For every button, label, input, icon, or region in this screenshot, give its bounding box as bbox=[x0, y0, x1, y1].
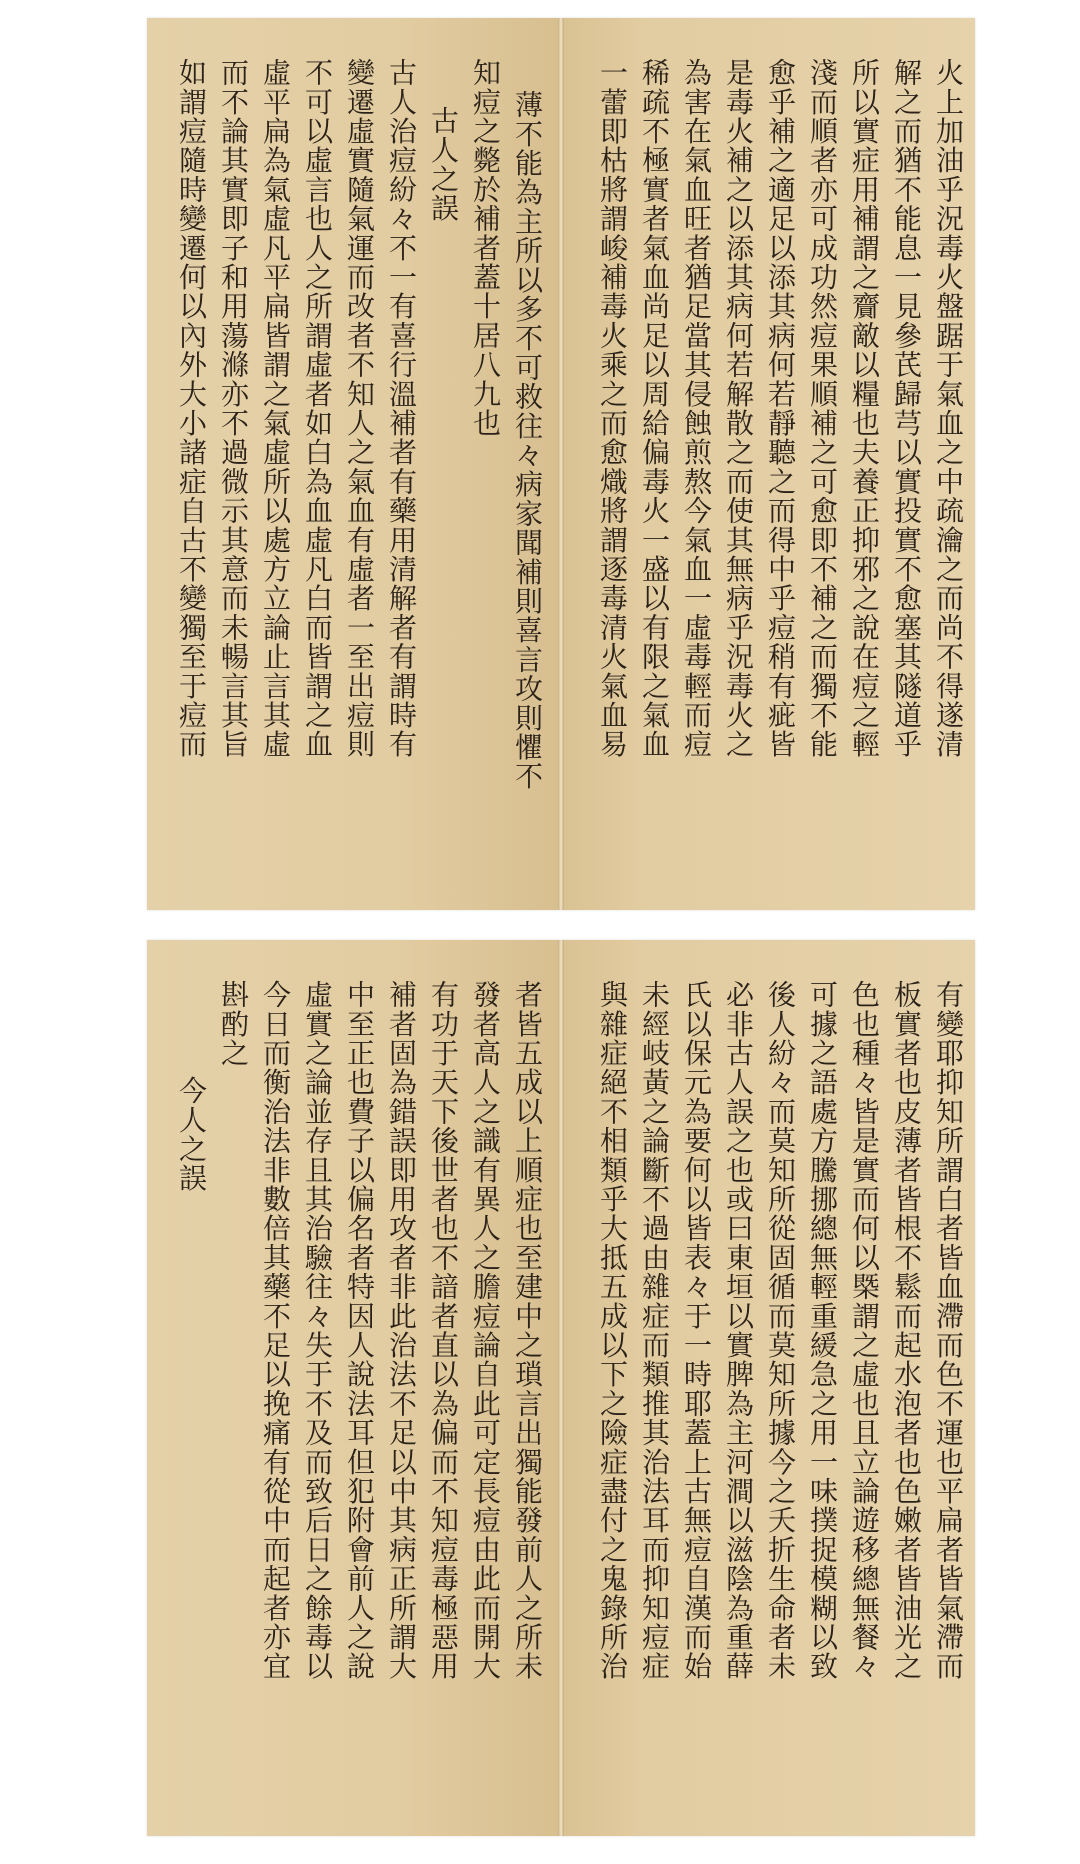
text-column: 淺而順者亦可成功然痘果順補之可愈即不補之而獨不能 bbox=[806, 58, 839, 759]
left-page bbox=[147, 18, 558, 910]
text-column: 薄不能為主所以多不可救往々病家聞補則喜言攻則懼不 bbox=[511, 90, 544, 791]
text-column: 愈乎補之適足以添其病何若靜聽之而得中乎痘稍有疵皆 bbox=[764, 58, 797, 759]
text-column: 虛平扁為氣虛凡平扁皆謂之氣虛所以處方立論止言其虛 bbox=[259, 58, 292, 759]
text-column: 古人治痘紛々不一有喜行溫補者有藥用清解者有謂時有 bbox=[385, 58, 418, 759]
text-column: 所以實症用補謂之齎敵以糧也夫養正抑邪之說在痘之輕 bbox=[848, 58, 881, 759]
text-column: 有功于天下後世者也不諳者直以為偏而不知痘毒極惡用 bbox=[427, 980, 460, 1681]
section-heading: 古人之誤 bbox=[427, 106, 460, 223]
text-column: 解之而猶不能息一見參芪歸芎以實投實不愈塞其隧道乎 bbox=[890, 58, 923, 759]
text-column: 不可以虛言也人之所謂虛者如白為血虛凡白而皆謂之血 bbox=[301, 58, 334, 759]
text-column: 色也種々皆是實而何以槩謂之虛也且立論遊移總無餐々 bbox=[848, 980, 881, 1681]
text-column: 如謂痘隨時變遷何以內外大小諸症自古不變獨至于痘而 bbox=[175, 58, 208, 759]
text-column: 為害在氣血旺者猶足當其侵蝕煎熬今氣血一虛毒輕而痘 bbox=[680, 58, 713, 759]
text-column: 未經岐黃之論斷不過由雜症而類推其治法耳而抑知痘症 bbox=[638, 980, 671, 1681]
right-page bbox=[564, 940, 975, 1836]
text-column: 板實者也皮薄者皆根不鬆而起水泡者也色嫩者皆油光之 bbox=[890, 980, 923, 1681]
text-column: 後人紛々而莫知所從固循而莫知所據今之夭折生命者未 bbox=[764, 980, 797, 1681]
book-spread-bottom bbox=[147, 940, 975, 1836]
text-column: 中至正也費子以偏名者特因人說法耳但犯附會前人之說 bbox=[343, 980, 376, 1681]
left-page bbox=[147, 940, 558, 1836]
right-page bbox=[564, 18, 975, 910]
text-columns bbox=[147, 58, 558, 890]
text-column: 補者固為錯誤即用攻者非此治法不足以中其病正所謂大 bbox=[385, 980, 418, 1681]
book-spread-top bbox=[147, 18, 975, 910]
text-column: 而不論其實即子和用蕩滌亦不過微示其意而未暢言其旨 bbox=[217, 58, 250, 759]
text-column: 可據之語處方騰挪總無輕重緩急之用一味撲捉模糊以致 bbox=[806, 980, 839, 1681]
text-columns bbox=[147, 980, 558, 1816]
text-column: 知痘之斃於補者蓋十居八九也 bbox=[469, 58, 502, 438]
text-column: 虛實之論並存且其治驗往々失于不及而致后日之餘毒以 bbox=[301, 980, 334, 1681]
text-column: 火上加油乎況毒火盤踞于氣血之中疏瀹之而尚不得遂清 bbox=[932, 58, 965, 759]
text-column: 有變耶抑知所謂白者皆血滯而色不運也平扁者皆氣滯而 bbox=[932, 980, 965, 1681]
text-column: 氏以保元為要何以皆表々于一時耶蓋上古無痘自漢而始 bbox=[680, 980, 713, 1681]
text-columns bbox=[564, 980, 975, 1816]
text-column: 今日而衡治法非數倍其藥不足以挽痛有從中而起者亦宜 bbox=[259, 980, 292, 1681]
text-column: 發者高人之識有異人之膽痘論自此可定長痘由此而開大 bbox=[469, 980, 502, 1681]
text-column: 是毒火補之以添其病何若解散之而使其無病乎況毒火之 bbox=[722, 58, 755, 759]
text-columns bbox=[564, 58, 975, 890]
text-column: 必非古人誤之也或曰東垣以實脾為主河澗以滋陰為重薛 bbox=[722, 980, 755, 1681]
text-column: 變遷虛實隨氣運而改者不知人之氣血有虛者一至出痘則 bbox=[343, 58, 376, 759]
text-column: 者皆五成以上順症也至建中之瑣言出獨能發前人之所未 bbox=[511, 980, 544, 1681]
section-heading: 今人之誤 bbox=[175, 1076, 208, 1193]
text-column: 稀疏不極實者氣血尚足以周給偏毒火一盛以有限之氣血 bbox=[638, 58, 671, 759]
text-column: 與雜症絕不相類乎大抵五成以下之險症盡付之鬼錄所治 bbox=[596, 980, 629, 1681]
text-column: 一蕾即枯將謂峻補毒火乘之而愈熾將謂逐毒清火氣血易 bbox=[596, 58, 629, 759]
text-column: 斟酌之 bbox=[217, 980, 250, 1068]
